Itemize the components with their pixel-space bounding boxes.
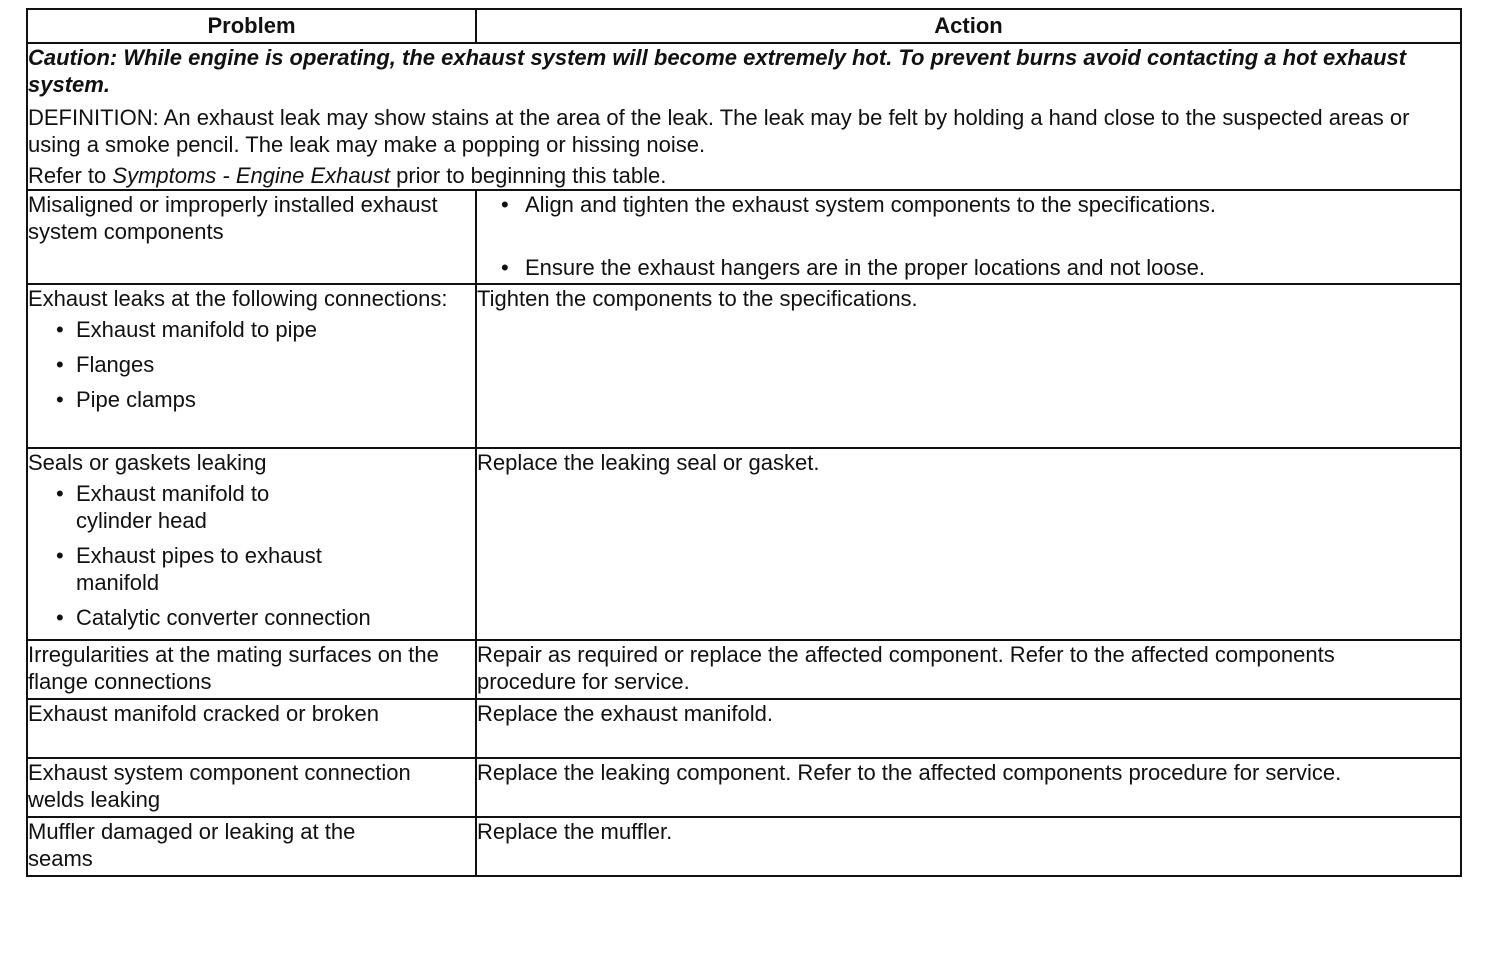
problem-cell [27, 817, 476, 876]
action-cell [476, 699, 1461, 758]
header-action: Action [476, 9, 1461, 43]
action-cell [476, 448, 1461, 640]
problem-text: Exhaust leaks at the following connections: [28, 286, 448, 311]
table-row [27, 758, 1461, 817]
table-row [27, 640, 1461, 699]
problem-item: • Exhaust pipes to exhaust manifold [54, 542, 325, 596]
problem-item: • Catalytic converter connection [54, 604, 325, 631]
action-text: Replace the leaking component. Refer to the affected components procedure for service. [477, 760, 1342, 785]
problem-text: Irregularities at the mating surfaces on the flange connections [28, 642, 439, 694]
action-cell [476, 817, 1461, 876]
table-row [27, 448, 1461, 640]
problem-cell [27, 758, 476, 817]
action-cell [476, 640, 1461, 699]
refer-suffix: prior to beginning this table. [389, 163, 667, 188]
header-problem: Problem [27, 9, 476, 43]
problem-cell [27, 190, 476, 284]
action-text: Repair as required or replace the affected component. Refer to the affected components procedure for service. [477, 642, 1335, 694]
action-text: Tighten the components to the specifications. [477, 286, 918, 311]
problem-item: • Pipe clamps [54, 386, 475, 413]
diagnostic-table [26, 8, 1462, 877]
action-cell [476, 284, 1461, 448]
problem-list [28, 316, 475, 413]
problem-item: • Exhaust manifold to pipe [54, 316, 475, 343]
problem-item: • Exhaust manifold to cylinder head [54, 480, 325, 534]
problem-cell [27, 699, 476, 758]
problem-text: Seals or gaskets leaking [28, 450, 267, 475]
table-row [27, 190, 1461, 284]
action-list [477, 191, 1460, 281]
symptoms-link: Symptoms - Engine Exhaust [112, 163, 390, 188]
table-row [27, 817, 1461, 876]
action-text: Replace the exhaust manifold. [477, 701, 773, 726]
refer-text [28, 162, 1460, 189]
caution-text: Caution: While engine is operating, the exhaust system will become extremely hot. To prevent burns avoid contacting a hot exhaust system. [28, 45, 1407, 97]
problem-text: Exhaust manifold cracked or broken [28, 701, 379, 726]
table-row [27, 699, 1461, 758]
refer-prefix: Refer to [28, 163, 107, 188]
problem-cell [27, 640, 476, 699]
caution-note [27, 43, 1461, 190]
problem-cell [27, 448, 476, 640]
problem-text: Misaligned or improperly installed exhaust system components [28, 192, 438, 244]
action-text: Replace the leaking seal or gasket. [477, 450, 820, 475]
definition-text: DEFINITION: An exhaust leak may show stains at the area of the leak. The leak may be felt by holding a hand close to the suspected areas or using a smoke pencil. The leak may make a popping or hissing noise. [28, 105, 1410, 157]
action-text: Replace the muffler. [477, 819, 673, 844]
action-item: • Ensure the exhaust hangers are in the proper locations and not loose. [499, 254, 1460, 281]
problem-list [28, 480, 475, 631]
problem-cell [27, 284, 476, 448]
problem-text: Exhaust system component connection welds leaking [28, 760, 411, 812]
action-item: • Align and tighten the exhaust system components to the specifications. [499, 191, 1460, 218]
problem-text: Muffler damaged or leaking at the seams [28, 819, 356, 871]
action-cell [476, 190, 1461, 284]
table-row [27, 284, 1461, 448]
problem-item: • Flanges [54, 351, 475, 378]
action-cell [476, 758, 1461, 817]
